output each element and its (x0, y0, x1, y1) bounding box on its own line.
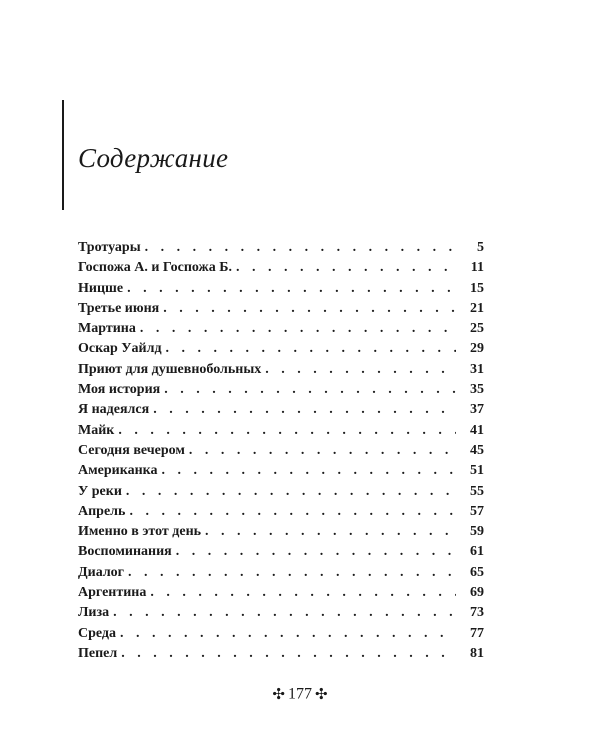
toc-entry-title: У реки (78, 483, 122, 499)
toc-entry[interactable] (78, 382, 484, 402)
toc-entry-title: Апрель (78, 503, 126, 519)
toc-entry-page: 77 (470, 625, 484, 641)
toc-entry-page: 55 (470, 483, 484, 499)
toc-entry[interactable] (78, 240, 484, 260)
toc-leader-dots (121, 646, 456, 662)
toc-entry[interactable] (78, 301, 484, 321)
toc-entry-page: 21 (470, 300, 484, 316)
toc-entry-page: 61 (470, 544, 484, 560)
toc-entry-title: Майк (78, 422, 115, 438)
toc-leader-dots (162, 463, 457, 479)
table-of-contents (78, 240, 484, 666)
toc-entry-title: Ницше (78, 280, 124, 296)
toc-entry-page: 29 (470, 341, 484, 357)
toc-entry-page: 5 (477, 240, 484, 255)
toc-leader-dots (189, 443, 456, 459)
toc-entry-page: 35 (470, 382, 484, 398)
toc-entry[interactable] (78, 565, 484, 585)
toc-leader-dots (145, 240, 456, 256)
toc-entry-title: Аргентина (78, 585, 147, 601)
toc-leader-dots (129, 504, 456, 520)
toc-entry-page: 51 (470, 463, 484, 479)
toc-entry-page: 15 (470, 280, 484, 296)
ornament-right-icon: ✣ (315, 687, 328, 703)
toc-entry-title: Третье июня (78, 300, 160, 316)
toc-entry[interactable] (78, 646, 484, 666)
page-number: 177 (288, 685, 312, 703)
toc-entry-title: Сегодня вечером (78, 442, 185, 458)
toc-leader-dots (113, 605, 456, 621)
toc-entry-title: Тротуары (78, 240, 141, 255)
toc-leader-dots (205, 524, 456, 540)
toc-entry-title: Я надеялся (78, 402, 150, 418)
margin-rule (62, 100, 64, 210)
toc-leader-dots (163, 301, 456, 317)
toc-entry-page: 11 (470, 260, 484, 276)
toc-entry[interactable] (78, 341, 484, 361)
toc-entry[interactable] (78, 626, 484, 646)
toc-entry-page: 25 (470, 321, 484, 337)
toc-leader-dots (265, 362, 456, 378)
toc-entry[interactable] (78, 260, 484, 280)
toc-leader-dots (166, 341, 456, 357)
toc-entry-title: Моя история (78, 382, 161, 398)
toc-leader-dots (140, 321, 456, 337)
toc-entry-title: Лиза (78, 605, 110, 621)
toc-entry[interactable] (78, 362, 484, 382)
toc-entry-page: 45 (470, 442, 484, 458)
toc-entry[interactable] (78, 484, 484, 504)
toc-leader-dots (150, 585, 456, 601)
toc-entry-title: Американка (78, 463, 158, 479)
toc-entry[interactable] (78, 321, 484, 341)
toc-entry-page: 57 (470, 503, 484, 519)
toc-leader-dots (118, 423, 456, 439)
toc-entry-page: 69 (470, 585, 484, 601)
toc-entry-title: Пепел (78, 645, 118, 661)
toc-leader-dots (176, 544, 456, 560)
toc-leader-dots (236, 260, 456, 276)
page-title: Содержание (78, 143, 229, 173)
toc-entry[interactable] (78, 504, 484, 524)
toc-entry-title: Мартина (78, 321, 136, 337)
toc-entry-title: Приют для душевнобольных (78, 361, 262, 377)
toc-entry[interactable] (78, 585, 484, 605)
toc-entry[interactable] (78, 463, 484, 483)
toc-entry[interactable] (78, 605, 484, 625)
toc-entry-page: 65 (470, 564, 484, 580)
toc-entry-title: Именно в этот день (78, 524, 202, 540)
toc-leader-dots (126, 484, 456, 500)
toc-entry-page: 37 (470, 402, 484, 418)
toc-entry-title: Воспоминания (78, 544, 172, 560)
toc-entry-page: 31 (470, 361, 484, 377)
toc-entry[interactable] (78, 281, 484, 301)
toc-entry-title: Оскар Уайлд (78, 341, 162, 357)
toc-entry[interactable] (78, 402, 484, 422)
toc-entry-title: Среда (78, 625, 117, 641)
ornament-left-icon: ✣ (272, 687, 285, 703)
toc-entry-page: 81 (470, 645, 484, 661)
toc-entry-page: 41 (470, 422, 484, 438)
toc-entry-page: 59 (470, 524, 484, 540)
page-folio (0, 685, 600, 704)
toc-leader-dots (127, 281, 456, 297)
toc-entry[interactable] (78, 524, 484, 544)
toc-leader-dots (164, 382, 456, 398)
toc-leader-dots (120, 626, 456, 642)
toc-entry[interactable] (78, 423, 484, 443)
toc-entry-page: 73 (470, 605, 484, 621)
toc-entry[interactable] (78, 443, 484, 463)
toc-entry-title: Госпожа А. и Госпожа Б. (78, 260, 232, 276)
toc-entry-title: Диалог (78, 564, 125, 580)
toc-leader-dots (153, 402, 456, 418)
toc-leader-dots (128, 565, 456, 581)
toc-entry[interactable] (78, 544, 484, 564)
